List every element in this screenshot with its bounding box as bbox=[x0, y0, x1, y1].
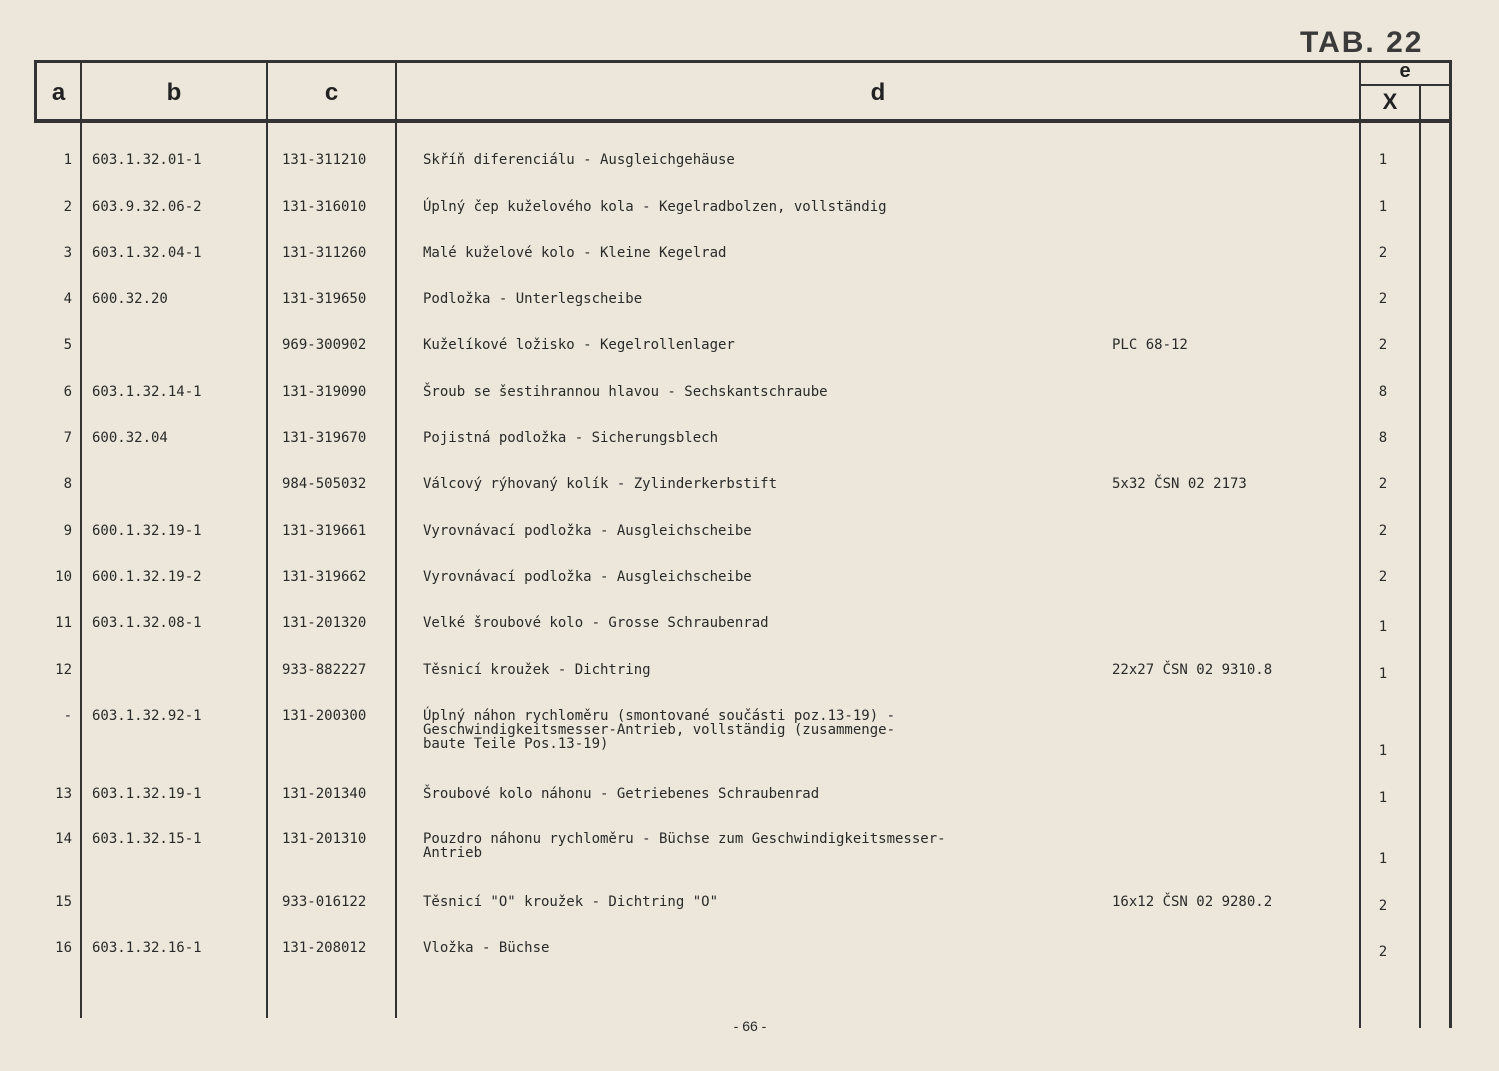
quantity: 1 bbox=[1378, 851, 1388, 867]
position-number: 10 bbox=[55, 569, 72, 585]
col-divider-b-c bbox=[266, 60, 268, 1018]
part-description: Podložka - Unterlegscheibe bbox=[423, 291, 643, 307]
drawing-number: 603.1.32.15-1 bbox=[92, 831, 202, 847]
part-description: Skříň diferenciálu - Ausgleichgehäuse bbox=[423, 152, 735, 168]
drawing-number: 600.1.32.19-2 bbox=[92, 569, 202, 585]
col-divider-x-right bbox=[1419, 85, 1421, 1028]
drawing-number: 600.32.04 bbox=[92, 430, 168, 446]
quantity: 2 bbox=[1378, 898, 1388, 914]
position-number: 14 bbox=[55, 831, 72, 847]
position-number: 13 bbox=[55, 786, 72, 802]
drawing-number: 603.9.32.06-2 bbox=[92, 199, 202, 215]
part-code: 131-208012 bbox=[282, 940, 367, 956]
part-description: Velké šroubové kolo - Grosse Schraubenrad bbox=[423, 615, 769, 631]
drawing-number: 603.1.32.14-1 bbox=[92, 384, 202, 400]
part-code: 131-319090 bbox=[282, 384, 367, 400]
quantity: 2 bbox=[1378, 245, 1388, 261]
quantity: 2 bbox=[1378, 569, 1388, 585]
quantity: 2 bbox=[1378, 337, 1388, 353]
right-border bbox=[1449, 60, 1452, 1028]
quantity: 1 bbox=[1378, 619, 1388, 635]
position-number: - bbox=[63, 708, 72, 724]
part-note: 5x32 ČSN 02 2173 bbox=[1112, 476, 1247, 492]
drawing-number: 603.1.32.08-1 bbox=[92, 615, 202, 631]
part-note: 16x12 ČSN 02 9280.2 bbox=[1112, 894, 1273, 910]
drawing-number: 603.1.32.16-1 bbox=[92, 940, 202, 956]
part-description: Šroub se šestihrannou hlavou - Sechskantschraube bbox=[423, 384, 828, 400]
position-number: 12 bbox=[55, 662, 72, 678]
header-d: d bbox=[870, 79, 886, 106]
part-code: 131-201320 bbox=[282, 615, 367, 631]
part-code: 131-319662 bbox=[282, 569, 367, 585]
position-number: 8 bbox=[63, 476, 72, 492]
part-description: Vložka - Büchse bbox=[423, 940, 550, 956]
part-code: 131-201310 bbox=[282, 831, 367, 847]
part-code: 131-201340 bbox=[282, 786, 367, 802]
quantity: 8 bbox=[1378, 430, 1388, 446]
drawing-number: 603.1.32.04-1 bbox=[92, 245, 202, 261]
page-number: - 66 - bbox=[733, 1018, 767, 1034]
part-code: 131-319650 bbox=[282, 291, 367, 307]
part-note: 22x27 ČSN 02 9310.8 bbox=[1112, 662, 1273, 678]
part-description: Malé kuželové kolo - Kleine Kegelrad bbox=[423, 245, 727, 261]
quantity: 1 bbox=[1378, 199, 1388, 215]
part-code: 131-200300 bbox=[282, 708, 367, 724]
drawing-number: 600.1.32.19-1 bbox=[92, 523, 202, 539]
position-number: 3 bbox=[63, 245, 72, 261]
col-divider-c-d bbox=[395, 60, 397, 1018]
drawing-number: 603.1.32.01-1 bbox=[92, 152, 202, 168]
part-description: Vyrovnávací podložka - Ausgleichscheibe bbox=[423, 569, 752, 585]
position-number: 6 bbox=[63, 384, 72, 400]
col-divider-a-b bbox=[80, 60, 82, 1018]
drawing-number: 603.1.32.92-1 bbox=[92, 708, 202, 724]
part-code: 131-311260 bbox=[282, 245, 367, 261]
position-number: 11 bbox=[55, 615, 72, 631]
part-code: 933-882227 bbox=[282, 662, 367, 678]
quantity: 1 bbox=[1378, 790, 1388, 806]
part-code: 933-016122 bbox=[282, 894, 367, 910]
part-code: 131-319661 bbox=[282, 523, 367, 539]
part-description: Úplný čep kuželového kola - Kegelradbolzen, vollständig bbox=[423, 199, 887, 215]
part-code: 131-319670 bbox=[282, 430, 367, 446]
header-e: e bbox=[1399, 59, 1411, 82]
quantity: 1 bbox=[1378, 743, 1388, 759]
part-description: Úplný náhon rychloměru (smontované součásti poz.13-19) - Geschwindigkeitsmesser-Antrieb, vollständig (zusammenge- baute Teile Pos.13-19) bbox=[423, 708, 896, 752]
part-description: Kuželíkové ložisko - Kegelrollenlager bbox=[423, 337, 735, 353]
position-number: 7 bbox=[63, 430, 72, 446]
quantity: 2 bbox=[1378, 476, 1388, 492]
part-description: Těsnicí "O" kroužek - Dichtring "O" bbox=[423, 894, 719, 910]
part-code: 984-505032 bbox=[282, 476, 367, 492]
quantity: 1 bbox=[1378, 666, 1388, 682]
header-b: b bbox=[166, 79, 182, 106]
header-x: X bbox=[1382, 89, 1398, 114]
header-c: c bbox=[324, 79, 339, 106]
quantity: 2 bbox=[1378, 523, 1388, 539]
position-number: 16 bbox=[55, 940, 72, 956]
part-note: PLC 68-12 bbox=[1112, 337, 1188, 353]
top-border bbox=[34, 60, 1452, 63]
quantity: 8 bbox=[1378, 384, 1388, 400]
position-number: 15 bbox=[55, 894, 72, 910]
col-divider-d-e bbox=[1359, 60, 1361, 1028]
part-description: Válcový rýhovaný kolík - Zylinderkerbstift bbox=[423, 476, 778, 492]
drawing-number: 603.1.32.19-1 bbox=[92, 786, 202, 802]
position-number: 2 bbox=[63, 199, 72, 215]
position-number: 1 bbox=[63, 152, 72, 168]
part-description: Pojistná podložka - Sicherungsblech bbox=[423, 430, 719, 446]
part-code: 131-316010 bbox=[282, 199, 367, 215]
part-description: Vyrovnávací podložka - Ausgleichscheibe bbox=[423, 523, 752, 539]
drawing-number: 600.32.20 bbox=[92, 291, 168, 307]
part-description: Pouzdro náhonu rychloměru - Büchse zum Geschwindigkeitsmesser- Antrieb bbox=[423, 831, 946, 861]
position-number: 4 bbox=[63, 291, 72, 307]
table-number: TAB. 22 bbox=[1300, 26, 1424, 59]
position-number: 9 bbox=[63, 523, 72, 539]
part-description: Těsnicí kroužek - Dichtring bbox=[423, 662, 651, 678]
position-number: 5 bbox=[63, 337, 72, 353]
part-code: 969-300902 bbox=[282, 337, 367, 353]
quantity: 2 bbox=[1378, 944, 1388, 960]
part-description: Šroubové kolo náhonu - Getriebenes Schraubenrad bbox=[423, 786, 820, 802]
quantity: 2 bbox=[1378, 291, 1388, 307]
part-code: 131-311210 bbox=[282, 152, 367, 168]
quantity: 1 bbox=[1378, 152, 1388, 168]
header-a: a bbox=[51, 79, 66, 106]
